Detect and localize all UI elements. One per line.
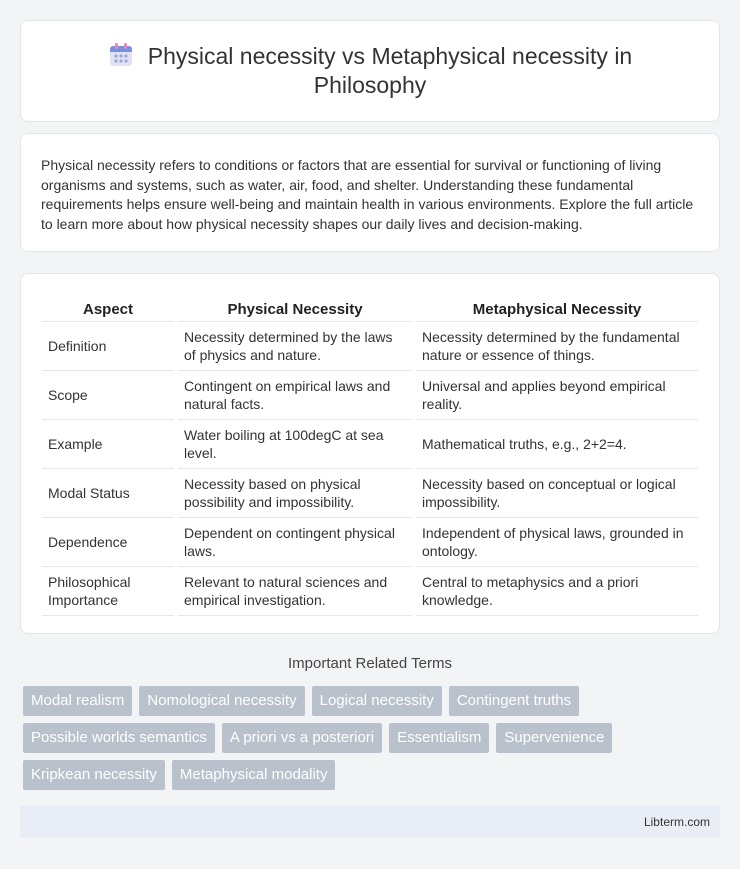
table-row bbox=[42, 322, 698, 371]
tag-contingent-truths[interactable]: Contingent truths bbox=[449, 686, 579, 716]
footer-site-link[interactable]: Libterm.com bbox=[643, 815, 710, 829]
header-card bbox=[20, 20, 720, 122]
tag-metaphysical-modality[interactable]: Metaphysical modality bbox=[172, 760, 336, 790]
table-header-row bbox=[42, 294, 698, 322]
cell-aspect: Dependence bbox=[42, 518, 174, 567]
cell-aspect: Modal Status bbox=[42, 469, 174, 518]
table-row bbox=[42, 420, 698, 469]
cell-aspect: Example bbox=[42, 420, 174, 469]
related-terms-list bbox=[23, 686, 723, 790]
cell-physical: Necessity determined by the laws of physics and nature. bbox=[178, 322, 412, 371]
tag-nomological-necessity[interactable]: Nomological necessity bbox=[139, 686, 304, 716]
calendar-icon bbox=[108, 42, 134, 68]
cell-aspect: Definition bbox=[42, 322, 174, 371]
tag-a-priori-vs-a-posteriori[interactable]: A priori vs a posteriori bbox=[222, 723, 382, 753]
cell-metaphysical: Independent of physical laws, grounded in ontology. bbox=[416, 518, 698, 567]
footer bbox=[20, 806, 720, 838]
cell-metaphysical: Necessity based on conceptual or logical impossibility. bbox=[416, 469, 698, 518]
table-row bbox=[42, 518, 698, 567]
table-row bbox=[42, 371, 698, 420]
comparison-table bbox=[38, 294, 702, 616]
table-row bbox=[42, 567, 698, 616]
cell-physical: Water boiling at 100degC at sea level. bbox=[178, 420, 412, 469]
cell-aspect: Scope bbox=[42, 371, 174, 420]
cell-physical: Contingent on empirical laws and natural facts. bbox=[178, 371, 412, 420]
cell-aspect: Philosophical Importance bbox=[42, 567, 174, 616]
tag-kripkean-necessity[interactable]: Kripkean necessity bbox=[23, 760, 165, 790]
related-terms-title: Important Related Terms bbox=[288, 655, 452, 672]
comparison-table-card bbox=[20, 273, 720, 634]
intro-text: Physical necessity refers to conditions or factors that are essential for survival or functioning of living organisms and systems, such as water, air, food, and shelter. Understanding these fundamental requirements helps ensure well-being and maintain health in various environments. Explore the full article to learn more about how physical necessity shapes our daily lives and decision-making. bbox=[41, 157, 694, 232]
cell-metaphysical: Necessity determined by the fundamental nature or essence of things. bbox=[416, 322, 698, 371]
intro-card bbox=[20, 133, 720, 252]
cell-metaphysical: Mathematical truths, e.g., 2+2=4. bbox=[416, 420, 698, 469]
tag-logical-necessity[interactable]: Logical necessity bbox=[312, 686, 442, 716]
table-row bbox=[42, 469, 698, 518]
page-title bbox=[61, 42, 679, 100]
header-aspect: Aspect bbox=[42, 294, 174, 322]
tag-essentialism[interactable]: Essentialism bbox=[389, 723, 489, 753]
tag-supervenience[interactable]: Supervenience bbox=[496, 723, 612, 753]
cell-physical: Relevant to natural sciences and empirical investigation. bbox=[178, 567, 412, 616]
tag-modal-realism[interactable]: Modal realism bbox=[23, 686, 132, 716]
page-title-text: Physical necessity vs Metaphysical necessity in Philosophy bbox=[147, 43, 633, 98]
header-physical: Physical Necessity bbox=[178, 294, 412, 322]
header-metaphysical: Metaphysical Necessity bbox=[416, 294, 698, 322]
tag-possible-worlds-semantics[interactable]: Possible worlds semantics bbox=[23, 723, 215, 753]
cell-metaphysical: Universal and applies beyond empirical reality. bbox=[416, 371, 698, 420]
cell-physical: Dependent on contingent physical laws. bbox=[178, 518, 412, 567]
cell-metaphysical: Central to metaphysics and a priori knowledge. bbox=[416, 567, 698, 616]
cell-physical: Necessity based on physical possibility and impossibility. bbox=[178, 469, 412, 518]
